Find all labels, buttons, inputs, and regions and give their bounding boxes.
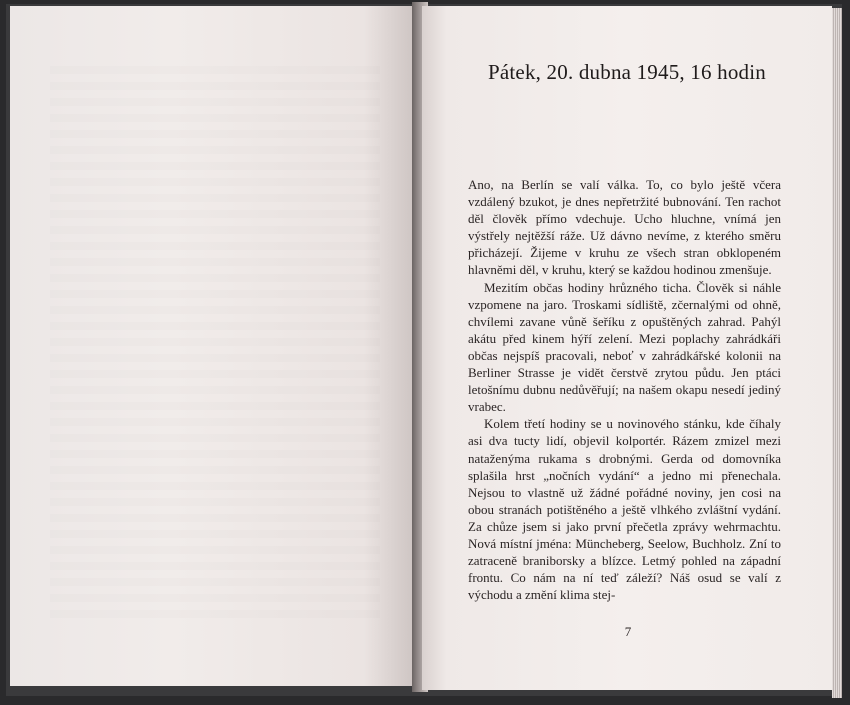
left-page-blank bbox=[10, 6, 413, 686]
chapter-title: Pátek, 20. dubna 1945, 16 hodin bbox=[487, 60, 766, 84]
body-text bbox=[468, 176, 781, 603]
page-edges bbox=[832, 8, 842, 698]
paragraph-3: Kolem třetí hodiny se u novinového stánku, kde číhaly asi dva tucty lidí, objevil kolportér. Rázem zmizel mezi nataženýma rukama s drobnými. Gerda od domovníka splašila hrst „nočních vydání“ a jedno mi přenechala. Nejsou to vlastně už žádné pořádné noviny, jen cosi na obou stranách potištěného a ještě vlhkého zvláštní vydání. Za chůze jsem si jako první přečetla zprávy wehrmachtu. Nová místní jména: Müncheberg, Seelow, Buchholz. Zní to zatraceně braniborsky a blízce. Letmý pohled na západní frontu. Co nám na ní teď záleží? Náš osud se valí z východu a změní klima stej- bbox=[468, 416, 781, 603]
page-number: 7 bbox=[624, 624, 632, 639]
paragraph-1: Ano, na Berlín se valí válka. To, co bylo ještě včera vzdálený bzukot, je dnes nepřetržité bubnování. Ten rachot děl člověk přímo vdechuje. Ucho hluchne, vnímá jen výstřely nejtěžší ráže. Už dávno nevíme, z kterého směru přicházejí. Žijeme v kruhu ze všech stran obklopeném hlavněmi děl, v kruhu, který se každou hodinou zmenšuje. bbox=[468, 177, 781, 278]
show-through-texture bbox=[50, 66, 380, 626]
paragraph-2: Mezitím občas hodiny hrůzného ticha. Člověk si náhle vzpomene na jaro. Troskami sídliště, zčernalými od ohně, chvílemi zavane vůně šeříku z opuštěných zahrad. Pahýl akátu před kinem hýří zelení. Mezi poplachy zahrádkáři občas nejspíš pracovali, neboť v zahrádkářské kolonii na Berliner Strasse je vidět čerstvě zrytou půdu. Jen ptáci letošnímu dubnu nedůvěřují; na našem okapu nesedí jediný vrabec. bbox=[468, 279, 781, 415]
